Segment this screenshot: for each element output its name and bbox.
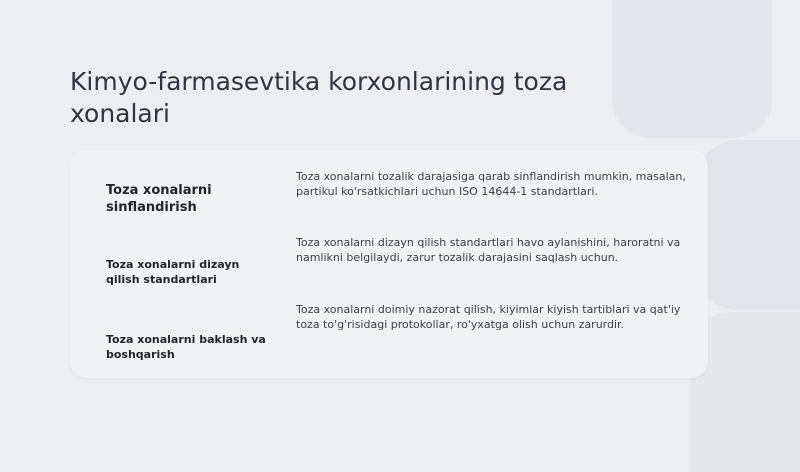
background-shape xyxy=(612,0,772,138)
row-label: Toza xonalarni dizayn qilish standartlari xyxy=(106,258,240,286)
row-label: Toza xonalarni baklash va boshqarish xyxy=(106,333,266,361)
row-description: Toza xonalarni doimiy nazorat qilish, kiyimlar kiyish tartiblari va qat'iy toza to'g'risidagi protokollar, ro'yxatga olish uchun zarurdir. xyxy=(296,303,681,331)
content-table xyxy=(70,150,708,378)
row-description: Toza xonalarni dizayn qilish standartlari havo aylanishini, haroratni va namlikni belgilaydi, zarur tozalik darajasini saqlash uchun. xyxy=(296,236,681,264)
slide-title: Kimyo-farmasevtika korxonlarining toza xonalari xyxy=(70,67,568,128)
row-label: Toza xonalarni sinflandirish xyxy=(106,183,212,215)
background-shape xyxy=(696,140,800,310)
row-description: Toza xonalarni tozalik darajasiga qarab sinflandirish mumkin, masalan, partikul ko'rsatkichlari uchun ISO 14644-1 standartlari. xyxy=(296,170,686,198)
